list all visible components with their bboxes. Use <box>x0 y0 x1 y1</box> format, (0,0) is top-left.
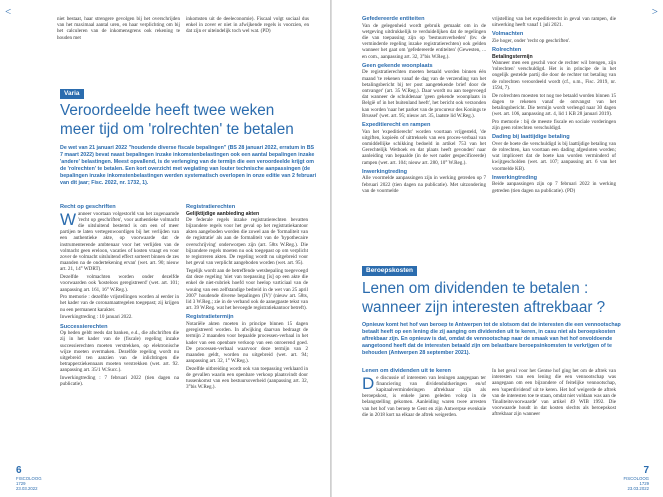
previous-page-arrow-icon[interactable]: < <box>5 6 12 18</box>
right-folio <box>623 466 649 491</box>
issue-date: 23.03.2022 <box>16 486 38 491</box>
right-col1: Gefedereerde entiteiten Van de gelegenheid wordt gebruik gemaakt om in de wetgeving uitdrukkelijk te verduidelijken dat de regelingen die van toepassing zijn op 'bestuursverheden' (bv. de verminderde regeling inzake registratierechten) ook gelden wanneer het gaat om 'gefedereerde entiteiten' (Gewesten, ... en com., aanpassing art. 32, 3°bis W.Reg.). Geen gekende woonplaats De registratierechten moeten betaald worden binnen één maand 'te rekenen vanaf de dag van de verzending van het betalingsbericht bij ter post aangetekende brief door de ontvanger' (art. 35 W.Reg.). Daar wordt nu aan toegevoegd dat wanneer de schuldenaar 'geen gekende woonplaats in België of in het buitenland heeft', het bericht ook verzonden kan worden 'naar het parket van de procureur des Konings te Brussel' (wet. art. 95; nieuw art. 35, laatste lid W.Reg.). Expeditierecht en rampen Van het 'expeditierecht' worden voortaan vrijgesteld, 'de uitgiften, kopieën of uittreksels van een proces-verbaal van onmiddellijke schikking bedoeld in artikel 753 van het Gerechtelijk Wetboek en dat plaats heeft gevonden' naar aanleiding van bepaalde (in de wet nader gespecificeerde) rampen (wet. art. 104; nieuw art. 280, 10° W.Reg.). Inwerkingtreding Alle voormelde aanpassingen zijn in werking getreden op 7 februari 2022 (tien dagen na publicatie). Met uitzondering van de voormelde <box>362 16 486 194</box>
section-rubric: Varia <box>60 89 84 99</box>
heading-dading: Dading bij laattijdige betaling <box>492 134 570 141</box>
heading-gefedereerde-entiteiten: Gefedereerde entiteiten <box>362 16 425 22</box>
heading-expeditierecht: Expeditierecht en rampen <box>362 122 431 129</box>
left-article-col1: Recht op geschriften Wanneer voortaan volgestorld van het zogenaamde 'recht op geschriften', voor authentieke volmacht die uitsluitend bestemd is om een of meer partijen te laten vertegenwoordigen bij het verlijden van een authentieke akte, op voorwaarde dat de instrumenterende ambtenaar voor het verlijden van de volmacht geen ereloon, vacaties of kosten vraagt en voor zover de volmacht uitsluitend effect sorteert binnen de zes maanden na de ondertekening ervan' (wet. art. 90; nieuw art. 21, 14° WDRT). Dezelfde volmachten worden onder dezelfde voorwaarden ook 'kosteloos geregistreerd' (wet. art. 101; aanpassing art. 161, 16° W.Reg.). Pro memorie : dezelfde vrijstellingen worden al eerder in het kader van de coronamaatregelen toegepast; zij krijgen nu een permanent karakter. Inwerkingtreding : 10 januari 2022. Successierechten Op heden geldt reeds dat banken, e.d., die afschriften die zij in het kader van de (fiscale) regeling inzake successierechten moeten verstrekken, op elektronische wijze moeten overmaken. Dezelfde regeling wordt nu uitgebreid ten aanzien van de inlichtingen die betrapperziekennaars moeten verstrekken (wet. art. 92. aanpassing art. 35/1 W.Succ.). Inwerkingtreding : 7 februari 2022 (tien dagen na publicatie). <box>60 204 179 388</box>
page-number-right: 7 <box>643 465 649 476</box>
drop-cap: W <box>60 209 77 229</box>
subheading-betalingstermijn: Betalingstermijn <box>492 53 533 60</box>
right-article-col1: Lenen om dividenden uit te keren De discussie of interesten van leningen aangegaan ter financiering van dividenduitkeringen en/of kapitaalverminderingen aftrekbaar zijn als beroepskost, is enkele jaren geleden volop in de belangstelling gekomen. Aanleiding waren twee arresten van het hof van beroep te Gent en zijn Antwerpse evenknie die in 2018 kort na elkaar de aftrek weigerden. <box>362 368 486 418</box>
right-page <box>332 0 663 497</box>
issue-number-right: 1729 <box>639 481 649 486</box>
heading-lenen-om-dividenden: Lenen om dividenden uit te keren <box>362 368 451 374</box>
article-headline-dividenden: Lenen om dividenden te betalen : wanneer zijn interesten aftrekbaar ? <box>362 280 606 316</box>
article-lead: De wet van 21 januari 2022 "houdende diverse fiscale bepalingen" (BS 28 januari 2022, erratum in BS 7 maart 2022) bevat naast bepalingen inzake inkomstenbelastingen ook een aantal bepalingen inzake 'andere' belastingen. Meest opvallend, is de verlenging van de termijn die een veroordeelde krijgt om de 'rolrechten' te betalen. Een kort overzicht met weglating van louter technische aanpassingen (de bepalingen inzake inkomstenbelastingen werden systematisch overlopen in onze editie van 2 februari van dit jaar; Fisc. 2022, nr. 1732, 1). <box>60 145 317 187</box>
heading-successierechten: Successierechten <box>60 323 108 330</box>
left-page <box>0 0 331 497</box>
right-col2: vrijstelling van het expeditierecht in geval van rampen, die uitwerking heeft vanaf 1 juli 2021. Volmachten Zie hoger, onder 'recht op geschriften'. Rolrechten Betalingstermijn Wanneer men een geschil voor de rechter wil brengen, zijn 'rolrechten' verschuldigd. Het is in principe de in het ongelijk gestelde partij die door de rechter tot betaling van de rolrechten veroordeeld wordt (cf., o.m., Fisc. 2019, nr. 1594, 7). De rolrechten moesten tot nog toe betaald worden binnen 15 dagen te rekenen vanaf de ontvangst van het betalingsbericht. Die termijn wordt verlengd naar 30 dagen (wet. art. 106, aanpassing art. 4, lid 1 KB 28 januari 2019). Pro memorie : bij de meeste fiscale en sociale vorderingen zijn geen rolrechten verschuldigd. Dading bij laattijdige betaling Over de boete die verschuldigd is bij laattijdige betaling van de rolrechten, kan voortaan een dading afgesloten worden; wat impliceert dat de boete kan worden verminderd of kwijtgescholden (wet. art. 107; aanpassing art. 6 van het voormelde KB). Inwerkingtreding Beide aanpassingen zijn op 7 februari 2022 in werking getreden (tien dagen na publicatie). (PD) <box>492 16 616 194</box>
heading-rolrechten: Rolrechten <box>492 47 522 54</box>
article-lead-dividenden: Opnieuw komt het hof van beroep te Antwerpen tot de slotsom dat de interesten die een vennootschap betaalt heeft op een lening die zij aanging om dividenden uit te keren, in casu niet als beroepskosten aftrekbaar zijn. En opnieuw is dat, omdat de vennootschap naar de smaak van het hof onvoldoende aangetoond heeft dat de interesten betaald zijn om belastbare beroepsinkomsten te verkrijgen of te behouden (Antwerpen 28 september 2021). <box>362 322 621 357</box>
page-number: 6 <box>16 465 22 476</box>
section-rubric-beroepskosten: Beroepskosten <box>362 266 417 276</box>
publication-name-right: FISCOLOOG <box>623 476 649 481</box>
heading-geen-gekende-woonplaats: Geen gekende woonplaats <box>362 62 433 69</box>
left-article-col2: Registratierechten Gelijktijdige aanbieding akten De federale regels inzake registratierechten bevatten bijzondere regels voor het geval op het registratiekantoor akten aangeboden worden die zowel aan de 'formaliteit van de registratie' als aan de formaliteit van de 'hypothecaire overschrijving' onderworpen zijn (art. 58ts W.Reg.). Die bijzondere regels moeten nu ook toegepast op om verplicht te registreren akten. De regeling wordt nu uitgebreid voor het geval van verplicht aangeboden worden (wet. art. 95). Tegelijk wordt aan de betreffende wetsbepaling toegevoegd dat deze regeling 'niet van toepassing [is] op een akte die enkel de niet-rubriek hoefd voor heelop varticiaal van de wouing van een zelfstandige bedreid in de wet van 25 april 2007' houdende diverse bepalingen (IV)' (nieuw art. 58ts, lid 3 W.Reg.; zie in de verband ook de aanegpaste tekst van art. 39 W.Reg. wat het bevoegde registratiekantoor betreft). Registratietermijn Notariële akten moeten in principe binnen 15 dagen geregistreerd worden. In afwijking daarvan bedraagt de termijn 2 maanden voor bepaalde processen-verbaal in het kader van een openbare verkoop van een onroerend goed. De processen-verbaal waarvoor deze termijn van 2 maanden geldt, worden nu uitgebreid (wet. art. 94; aanpassing art. 32, 1° W.Reg.). Dezelfde uitbreiding wordt ook van toepassing verklaard in de gevallen waarin een openbare verkoop plaatsvindt door tussenkomst van een bestuursoverheid (aanpassing art. 32, 3°bis W.Reg.). <box>186 204 308 391</box>
left-col2-top-text: inkomsten uit de deeleconomie). Fiscaal volgt sociaal dus enkel in zover er niet in afwijkende regels is voorzien, en dat zijn er uiteindelijk toch wel wat. (PD) <box>186 16 309 35</box>
left-col1-top-text: niet bestaat, haar strengere gevolgen bij het overschrijden van het maximaal aantal uren, en haar verplichting om bij het calculeren van de inkomensgrens ook rekening te houden met <box>57 16 180 41</box>
article-headline: Veroordeelde heeft twee weken meer tijd om 'rolrechten' te betalen <box>60 102 294 138</box>
heading-inwerkingtreding-1: Inwerkingtreding <box>362 168 408 175</box>
left-folio <box>16 466 42 491</box>
next-page-arrow-icon[interactable]: > <box>651 6 658 18</box>
right-article-col2: In het geval voor het Gentse hof ging het om de aftrek van interesten van een lening die een vennootschap was aangegaan om een bijzondere of feitelijke vennootschap, een 'superdividend' uit te keren. Het hof weigerde de aftrek van de interesten toe te staan, omdat niet voldaan was aan de 'finaliteitsvoorwaarde' van artikel 49 WIB 1992. Die voorwaarde houdt in dat kosten slechts als beroepskost aftrekbaar zijn wanneer <box>492 368 616 418</box>
issue-number: 1729 <box>16 481 26 486</box>
heading-recht-op-geschriften: Recht op geschriften <box>60 204 116 210</box>
publication-name: FISCOLOOG <box>16 476 42 481</box>
issue-date-right: 23.03.2022 <box>627 486 649 491</box>
heading-inwerkingtreding-2: Inwerkingtreding <box>492 174 538 181</box>
subheading-gelijktijdige-aanbieding: Gelijktijdige aanbieding akten <box>186 210 260 217</box>
drop-cap-d: D <box>362 373 375 393</box>
heading-registratietermijn: Registratietermijn <box>186 314 234 321</box>
heading-volmachten: Volmachten <box>492 31 524 38</box>
heading-registratierechten: Registratierechten <box>186 204 236 210</box>
